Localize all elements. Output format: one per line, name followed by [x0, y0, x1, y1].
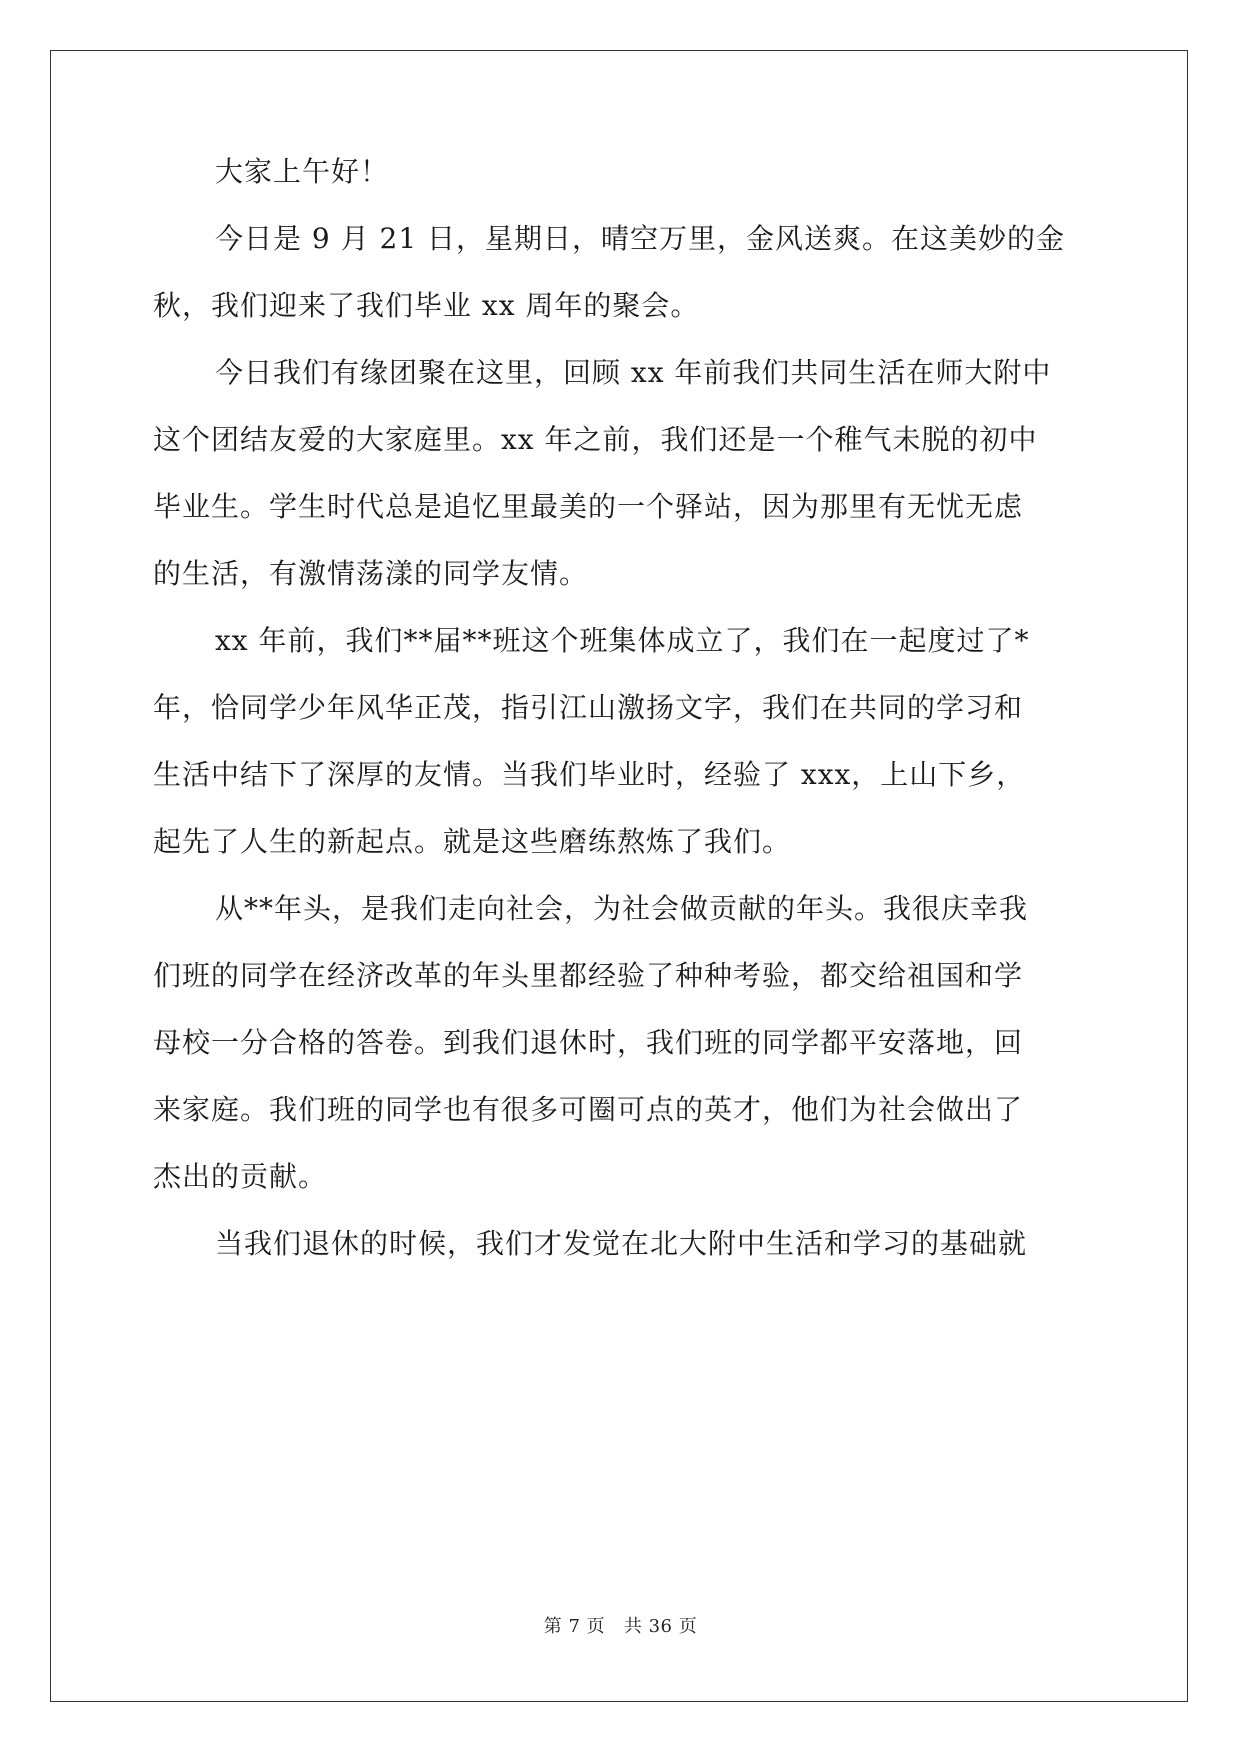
paragraph-line: 今日是 9 月 21 日，星期日，晴空万里，金风送爽。在这美妙的金: [215, 222, 1066, 255]
page-total: 共 36 页: [623, 1616, 698, 1637]
paragraph: [153, 339, 1093, 607]
document-body: [153, 138, 1093, 1277]
page-number: 第 7 页: [543, 1616, 606, 1637]
paragraph: [153, 1210, 1093, 1277]
paragraph-line: 毕业生。学生时代总是追忆里最美的一个驿站，因为那里有无忧无虑: [153, 490, 1024, 523]
paragraph: [153, 205, 1093, 339]
paragraph-line: 来家庭。我们班的同学也有很多可圈可点的英才，他们为社会做出了: [153, 1093, 1024, 1126]
greeting-line: 大家上午好！: [215, 155, 390, 188]
page-footer: [0, 1612, 1241, 1638]
paragraph-line: xx 年前，我们**届**班这个班集体成立了，我们在一起度过了*: [215, 624, 1030, 657]
paragraphs: [153, 205, 1093, 1277]
paragraph-line: 母校一分合格的答卷。到我们退休时，我们班的同学都平安落地，回: [153, 1026, 1024, 1059]
paragraph-line: 秋，我们迎来了我们毕业 xx 周年的聚会。: [153, 289, 700, 322]
paragraph: [153, 607, 1093, 875]
paragraph-line: 们班的同学在经济改革的年头里都经验了种种考验，都交给祖国和学: [153, 959, 1024, 992]
paragraph-line: 年，恰同学少年风华正茂，指引江山激扬文字，我们在共同的学习和: [153, 691, 1024, 724]
paragraph-line: 当我们退休的时候，我们才发觉在北大附中生活和学习的基础就: [215, 1227, 1028, 1260]
paragraph-line: 生活中结下了深厚的友情。当我们毕业时，经验了 xxx，上山下乡，: [153, 758, 1026, 791]
paragraph-line: 杰出的贡献。: [153, 1160, 328, 1193]
paragraph: [153, 875, 1093, 1210]
paragraph-line: 这个团结友爱的大家庭里。xx 年之前，我们还是一个稚气未脱的初中: [153, 423, 1038, 456]
paragraph-line: 起先了人生的新起点。就是这些磨练熬炼了我们。: [153, 825, 792, 858]
paragraph-line: 从**年头，是我们走向社会，为社会做贡献的年头。我很庆幸我: [215, 892, 1029, 925]
paragraph-line: 今日我们有缘团聚在这里，回顾 xx 年前我们共同生活在师大附中: [215, 356, 1052, 389]
paragraph-line: 的生活，有激情荡漾的同学友情。: [153, 557, 589, 590]
